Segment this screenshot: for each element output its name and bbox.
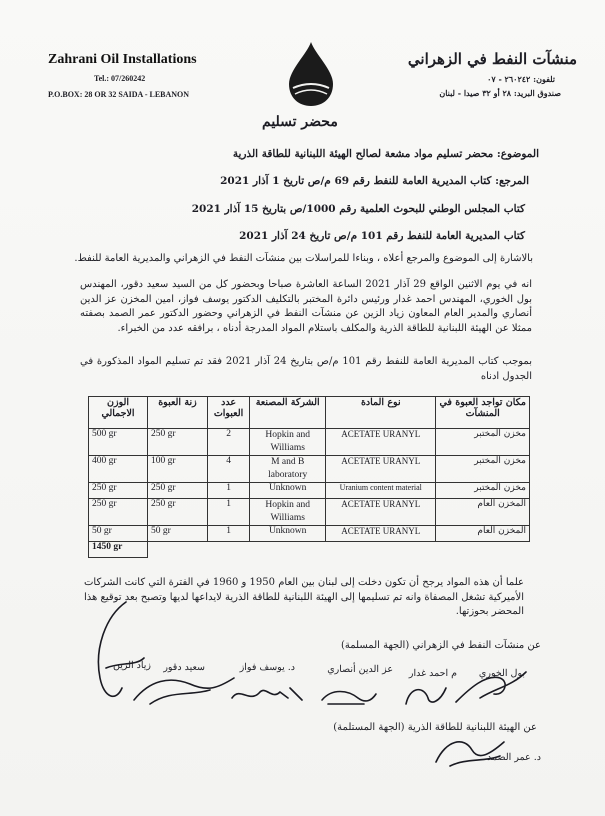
cell-maker: Unknown [250,483,326,499]
cell-material: ACETATE URANYL [326,526,436,542]
header-total-weight: الوزن الاجمالي [89,397,148,429]
company-tel-ar: تلفون: ٢٦٠٢٤٢ - ٠٧ [487,74,555,84]
cell-material: ACETATE URANYL [326,456,436,483]
signatory-name: بول الخوري [478,668,525,679]
signature-ghaddar [400,680,450,710]
cell-maker: Hopkin and Williams [250,499,326,526]
cell-count: 1 [207,526,249,542]
signatory-name: سعيد دقور [163,662,205,673]
cell-count: 1 [207,499,249,526]
cell-unit: 50 gr [148,526,208,542]
reference-line-2: كتاب المجلس الوطني للبحوث العلمية رقم 1000/ص بتاريخ 15 آذار 2021 [191,203,525,215]
cell-location: المخزن العام [436,526,530,542]
cell-count: 1 [207,483,249,499]
company-name-en: Zahrani Oil Installations [48,52,197,67]
cell-unit: 100 gr [148,456,208,483]
header-count: عدد العبوات [207,397,249,429]
cell-total: 250 gr [89,499,148,526]
table-header-row [89,397,530,429]
cell-location: المخزن العام [436,499,530,526]
cell-maker: Unknown [250,526,326,542]
signature-ansari [318,684,378,710]
origin-paragraph: علما أن هذه المواد يرجح أن تكون دخلت إلى لبنان بين العام 1950 و 1960 في الفترة التي كانت الشركات الأميركية تشغل المصفاة وانه تم تسليمها إلى الهيئة اللبنانية للطاقة الذرية لايداعها لديها وتصبح بعد توقيع هذا المحضر بحوزتها. [84,577,524,617]
signatory-name: د. يوسف فواز [239,662,295,673]
table-row [89,526,530,542]
signature-fawaz [226,680,306,708]
signatory-name: م احمد غدار [408,668,457,679]
cell-maker: M and B laboratory [250,456,326,483]
signatory-name: عز الدين أنصاري [327,664,393,675]
table-row [89,456,530,483]
oil-drop-logo-icon [283,40,339,110]
cell-total: 400 gr [89,456,148,483]
subject-line: الموضوع: محضر تسليم مواد مشعة لصالح الهيئة اللبنانية للطاقة الذرية [232,148,539,160]
cell-unit: 250 gr [148,499,208,526]
materials-table [88,396,530,558]
cell-unit: 250 gr [148,483,208,499]
receiver-name: د. عمر الصمد [487,752,541,763]
table-row [89,499,530,526]
table-row [89,483,530,499]
company-pobox-ar: صندوق البريد: ٢٨ أو ٣٢ صيدا - لبنان [439,88,561,98]
header-manufacturer: الشركة المصنعة [250,397,326,429]
document-type-title: محضر تسليم [262,114,338,130]
cell-maker: Hopkin and Williams [250,429,326,456]
cell-total: 250 gr [89,483,148,499]
table-total-row [89,542,530,558]
cell-total: 500 gr [89,429,148,456]
cell-total: 50 gr [89,526,148,542]
signature-daqour [130,670,240,710]
cell-location: مخزن المختبر [436,456,530,483]
header-material: نوع المادة [326,397,436,429]
cell-material: Uranium content material [326,483,436,499]
signatory-name: زياد الزين [112,660,151,671]
cell-count: 4 [207,456,249,483]
cell-location: مخزن المختبر [436,429,530,456]
company-name-ar: منشآت النفط في الزهراني [407,50,577,68]
header-location: مكان تواجد العبوة في المنشآت [436,397,530,429]
receiving-party-label: عن الهيئة اللبنانية للطاقة الذرية (الجهة المستلمة) [333,722,537,733]
intro-line: بالاشارة إلى الموضوع والمرجع أعلاه ، وبناءا للمراسلات بين منشآت النفط في الزهراني والمديرية العامة للنفط. [74,253,533,264]
delivery-paragraph: بموجب كتاب المديرية العامة للنفط رقم 101 م/ص بتاريخ 24 آذار 2021 فقد تم تسليم المواد المذكورة في الجدول ادناه [80,356,532,382]
company-tel-en: Tel.: 07/260242 [94,74,146,83]
cell-material: ACETATE URANYL [326,429,436,456]
cell-count: 2 [207,429,249,456]
attendance-paragraph: انه في يوم الاثنين الواقع 29 آذار 2021 الساعة العاشرة صباحا وبحضور كل من السيد سعيد دقور، المهندس بول الخوري، المهندس احمد غدار ورئيس دائرة المختبر بالتكليف الدكتور يوسف فواز، امين المخزن عز الدين أنصاري والمدير العام المعاون زياد الزين عن منشآت النفط في الزهراني وحضور الدكتور عمر الصمد بصفته ممثلا عن الهيئة اللبنانية للطاقة الذرية والمكلف باستلام المواد المدرجة أدناه ، برافقه عدد من الخبراء. [80,279,532,334]
signature-khoury [450,668,530,708]
header-unit-weight: زنة العبوة [148,397,208,429]
reference-line: المرجع: كتاب المديرية العامة للنفط رقم 69 م/ص تاريخ 1 آذار 2021 [220,175,529,187]
reference-line-3: كتاب المديرية العامة للنفط رقم 101 م/ص تاريخ 24 آذار 2021 [239,230,525,242]
cell-grand-total: 1450 gr [89,542,148,558]
cell-location: مخزن المختبر [436,483,530,499]
cell-unit: 250 gr [148,429,208,456]
cell-material: ACETATE URANYL [326,499,436,526]
company-pobox-en: P.O.BOX: 28 OR 32 SAIDA - LEBANON [48,90,190,99]
table-row [89,429,530,456]
delivering-party-label: عن منشآت النفط في الزهراني (الجهة المسلمة) [341,640,541,651]
